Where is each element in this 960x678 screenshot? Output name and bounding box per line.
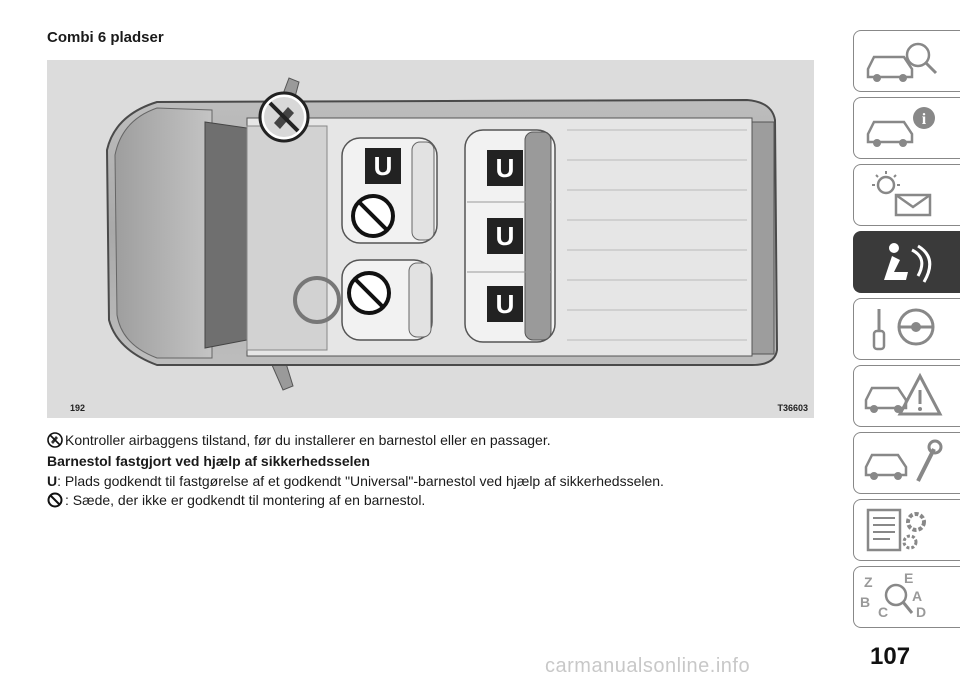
svg-text:C: C: [878, 604, 889, 620]
car-warning-triangle-icon: [860, 370, 950, 422]
van-seating-figure: [47, 60, 814, 418]
document-gears-icon: [860, 504, 950, 556]
universal-seat-marker: [487, 150, 523, 186]
tab-emergency[interactable]: [853, 365, 960, 427]
svg-text:U: U: [495, 221, 515, 251]
tab-starting-driving[interactable]: [853, 298, 960, 360]
universal-seat-marker: [487, 218, 523, 254]
not-approved-description: : Sæde, der ikke er godkendt til montering af en barnestol.: [65, 492, 426, 508]
no-child-seat-icon: [47, 492, 63, 512]
svg-text:U: U: [495, 153, 515, 183]
van-top-view-illustration: [47, 60, 814, 418]
svg-text:B: B: [860, 594, 871, 610]
page-number: 107: [870, 643, 911, 670]
tab-index[interactable]: [853, 566, 960, 628]
not-approved-legend: [47, 491, 807, 512]
tab-safety-airbag[interactable]: [853, 231, 960, 293]
universal-seat-marker: [365, 148, 401, 184]
svg-text:E: E: [904, 571, 914, 586]
svg-text:A: A: [912, 588, 923, 604]
figure-number: 192: [70, 403, 86, 413]
no-child-seat-icon: [349, 273, 389, 313]
page-title: Combi 6 pladser: [47, 29, 164, 46]
figure-code: T36603: [777, 403, 808, 413]
car-wrench-icon: [860, 437, 950, 489]
watermark: carmanualsonline.info: [545, 655, 751, 677]
tab-warning-lights-message[interactable]: [853, 164, 960, 226]
svg-text:D: D: [916, 604, 927, 620]
universal-letter: U: [47, 473, 58, 489]
airbag-note: [47, 431, 807, 452]
key-steering-wheel-icon: [860, 303, 950, 355]
tab-technical-data[interactable]: [853, 499, 960, 561]
tab-maintenance[interactable]: [853, 432, 960, 494]
svg-text:i: i: [921, 111, 927, 128]
universal-seat-marker: [487, 286, 523, 322]
no-child-seat-icon: [353, 196, 393, 236]
universal-description: : Plads godkendt til fastgørelse af et godkendt "Universal"-barnestol ved hjælp af sikkerhedsselen.: [57, 473, 664, 489]
svg-text:U: U: [373, 151, 393, 181]
seat-airbag-icon: [860, 236, 950, 288]
tab-car-search[interactable]: [853, 30, 960, 92]
airbag-warning-icon: [47, 432, 63, 452]
tab-car-info[interactable]: [853, 97, 960, 159]
svg-text:U: U: [495, 289, 515, 319]
car-search-icon: [860, 35, 950, 87]
airbag-note-text: Kontroller airbaggens tilstand, før du installerer en barnestol eller en passager.: [65, 432, 551, 448]
airbag-child-seat-prohibited-icon: [260, 93, 308, 141]
universal-legend: [47, 472, 807, 490]
car-info-icon: [860, 102, 950, 154]
warning-light-message-icon: [860, 169, 950, 221]
index-search-icon: [860, 571, 950, 623]
section-heading: Barnestol fastgjort ved hjælp af sikkerhedsselen: [47, 453, 370, 469]
svg-text:Z: Z: [864, 574, 873, 590]
